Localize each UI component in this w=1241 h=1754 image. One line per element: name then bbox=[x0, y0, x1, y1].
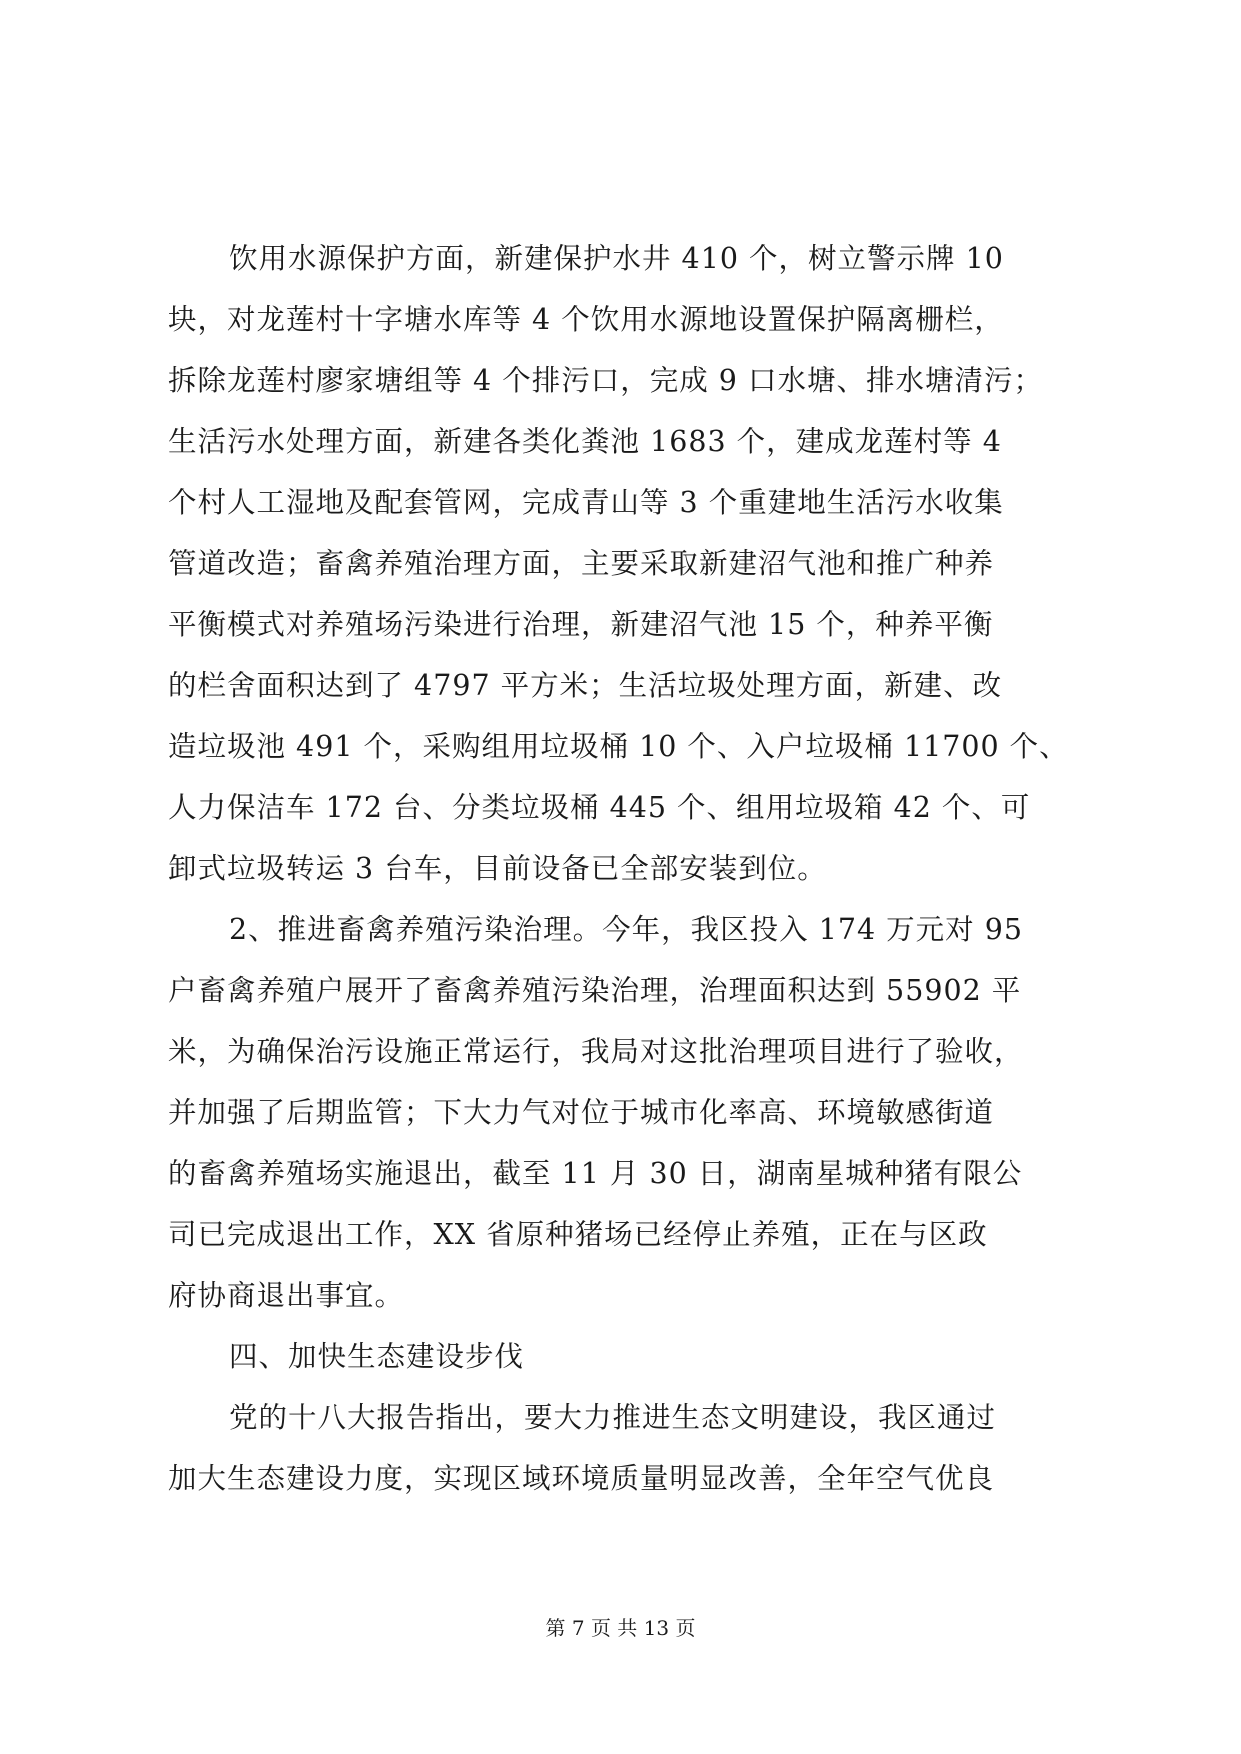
paragraph-line: 2、推进畜禽养殖污染治理。今年，我区投入 174 万元对 95 bbox=[229, 913, 1023, 946]
page-footer bbox=[0, 1614, 1241, 1642]
paragraph-line: 并加强了后期监管；下大力气对位于城市化率高、环境敏感街道 bbox=[168, 1096, 995, 1129]
paragraph-line: 块，对龙莲村十字塘水库等 4 个饮用水源地设置保护隔离栅栏， bbox=[168, 303, 1004, 336]
paragraph-line: 的畜禽养殖场实施退出，截至 11 月 30 日，湖南星城种猪有限公 bbox=[168, 1157, 1023, 1190]
paragraph-line: 管道改造；畜禽养殖治理方面，主要采取新建沼气池和推广种养 bbox=[168, 547, 995, 580]
paragraph-line: 人力保洁车 172 台、分类垃圾桶 445 个、组用垃圾箱 42 个、可 bbox=[168, 791, 1031, 824]
paragraph-line: 拆除龙莲村廖家塘组等 4 个排污口，完成 9 口水塘、排水塘清污； bbox=[168, 364, 1044, 397]
paragraph-line: 司已完成退出工作，XX 省原种猪场已经停止养殖，正在与区政 bbox=[168, 1218, 988, 1251]
paragraph-line: 加大生态建设力度，实现区域环境质量明显改善，全年空气优良 bbox=[168, 1462, 995, 1495]
paragraph-line: 饮用水源保护方面，新建保护水井 410 个，树立警示牌 10 bbox=[229, 242, 1004, 275]
paragraph-line: 生活污水处理方面，新建各类化粪池 1683 个，建成龙莲村等 4 bbox=[168, 425, 1002, 458]
paragraph-line: 米，为确保治污设施正常运行，我局对这批治理项目进行了验收， bbox=[168, 1035, 1024, 1068]
paragraph-line: 府协商退出事宜。 bbox=[168, 1279, 405, 1312]
page-number: 第 7 页 共 13 页 bbox=[545, 1616, 696, 1640]
paragraph-line: 卸式垃圾转运 3 台车，目前设备已全部安装到位。 bbox=[168, 852, 827, 885]
paragraph-line: 户畜禽养殖户展开了畜禽养殖污染治理，治理面积达到 55902 平 bbox=[168, 974, 1022, 1007]
paragraph-line: 党的十八大报告指出，要大力推进生态文明建设，我区通过 bbox=[229, 1401, 997, 1434]
paragraph-line: 的栏舍面积达到了 4797 平方米；生活垃圾处理方面，新建、改 bbox=[168, 669, 1003, 702]
paragraph-line: 造垃圾池 491 个，采购组用垃圾桶 10 个、入户垃圾桶 11700 个、 bbox=[168, 730, 1069, 763]
body-text bbox=[168, 228, 1088, 1509]
paragraph-line: 个村人工湿地及配套管网，完成青山等 3 个重建地生活污水收集 bbox=[168, 486, 1004, 519]
section-heading: 四、加快生态建设步伐 bbox=[229, 1340, 525, 1373]
paragraph-line: 平衡模式对养殖场污染进行治理，新建沼气池 15 个，种养平衡 bbox=[168, 608, 994, 641]
